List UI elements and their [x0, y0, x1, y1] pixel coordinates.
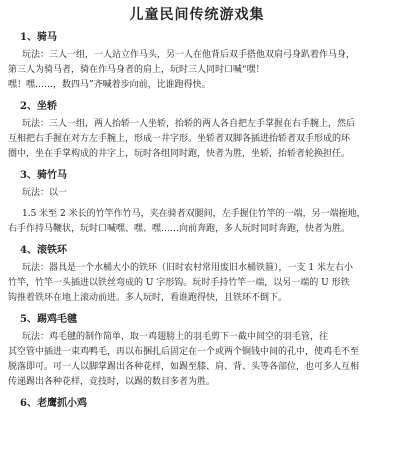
body-line: 钩推着铁环在地上滚动前进。多人玩时，看谁跑得快，且铁环不倒下。	[8, 293, 288, 303]
body-line: 玩法：以一	[22, 188, 68, 198]
body-line: 右手作持马鞭状，玩时口喊嘿、嘿、嘿……向前奔跑，多人玩时同时奔跑，快者为胜。	[8, 224, 351, 234]
body-line: 玩法：器具是一个水桶大小的铁环（旧时农村常用废旧水桶铁箍），一支 1 米左右小	[22, 263, 353, 273]
body-line: 1.5 米至 2 米长的竹竿作竹马，夹在骑者双腿间，左手握住竹竿的一端，另一端拖地，	[22, 209, 366, 219]
body-line: 竹竿，竹竿一头插进以铁丝弯成的 U 字形钩。玩时手持竹竿一端，以另一端的 U 形铁	[8, 278, 350, 288]
body-line: 脱落即可。可一人以脚掌踢出各种花样，如踢至膝、肩、背、头等各部位，也可多人互相	[8, 362, 360, 372]
section-body	[8, 117, 386, 162]
body-line: 玩法：鸡毛毽的制作简单，取一鸡翅膀上的羽毛剪下一截中间空的羽毛管，往	[22, 332, 329, 342]
document-title: 儿童民间传统游戏集	[129, 7, 265, 23]
section-heading: 1、骑马	[20, 32, 57, 43]
body-line: 第三人为骑马者，骑在作马身者的肩上，玩时三人同时口喊“嘿！	[8, 65, 265, 75]
section-heading: 5、踢鸡毛毽	[20, 314, 77, 325]
section-rolling-hoop	[8, 243, 386, 306]
section-heading: 4、滚铁环	[20, 245, 67, 256]
body-line: 其空管中插进一束鸡鸭毛，再以布捆扎后固定在一个或两个铜钱中间的孔中，使鸡毛不至	[8, 347, 360, 357]
section-body	[8, 48, 386, 93]
body-line: 互相把右手握在对方左手腕上，形成一井字形。坐轿者双脚各插进抬轿者双手形成的环	[8, 134, 351, 144]
section-shuttlecock	[8, 312, 386, 390]
section-body	[8, 186, 386, 237]
section-heading: 6、老鹰抓小鸡	[20, 398, 87, 409]
body-line: 玩法：三人一组，两人抬轿一人坐轿，抬轿的两人各自把左手掌握在右手腕上，然后	[22, 119, 356, 129]
body-line: 嘿！嘿……，数四马”齐喊着步向前，比谁跑得快。	[8, 80, 211, 90]
section-riding-horse	[8, 30, 386, 93]
section-eagle-chicks	[8, 396, 386, 411]
body-line: 传递踢出各种花样，竞技时，以踢的数目多者为胜。	[8, 377, 216, 387]
body-line: 圈中，坐在手掌构成的井字上，玩时各组同时跑，快者为胜，坐轿，抬轿者轮换担任。	[8, 149, 351, 159]
body-line: 玩法：三人一组，一人站立作马头，另一人在他背后双手搭他双肩弓身趴着作马身，	[22, 50, 356, 60]
section-heading: 2、坐轿	[20, 101, 57, 112]
section-sedan-chair	[8, 99, 386, 162]
section-body	[8, 330, 386, 390]
section-heading: 3、骑竹马	[20, 170, 67, 181]
section-bamboo-horse	[8, 168, 386, 237]
section-body	[8, 261, 386, 306]
